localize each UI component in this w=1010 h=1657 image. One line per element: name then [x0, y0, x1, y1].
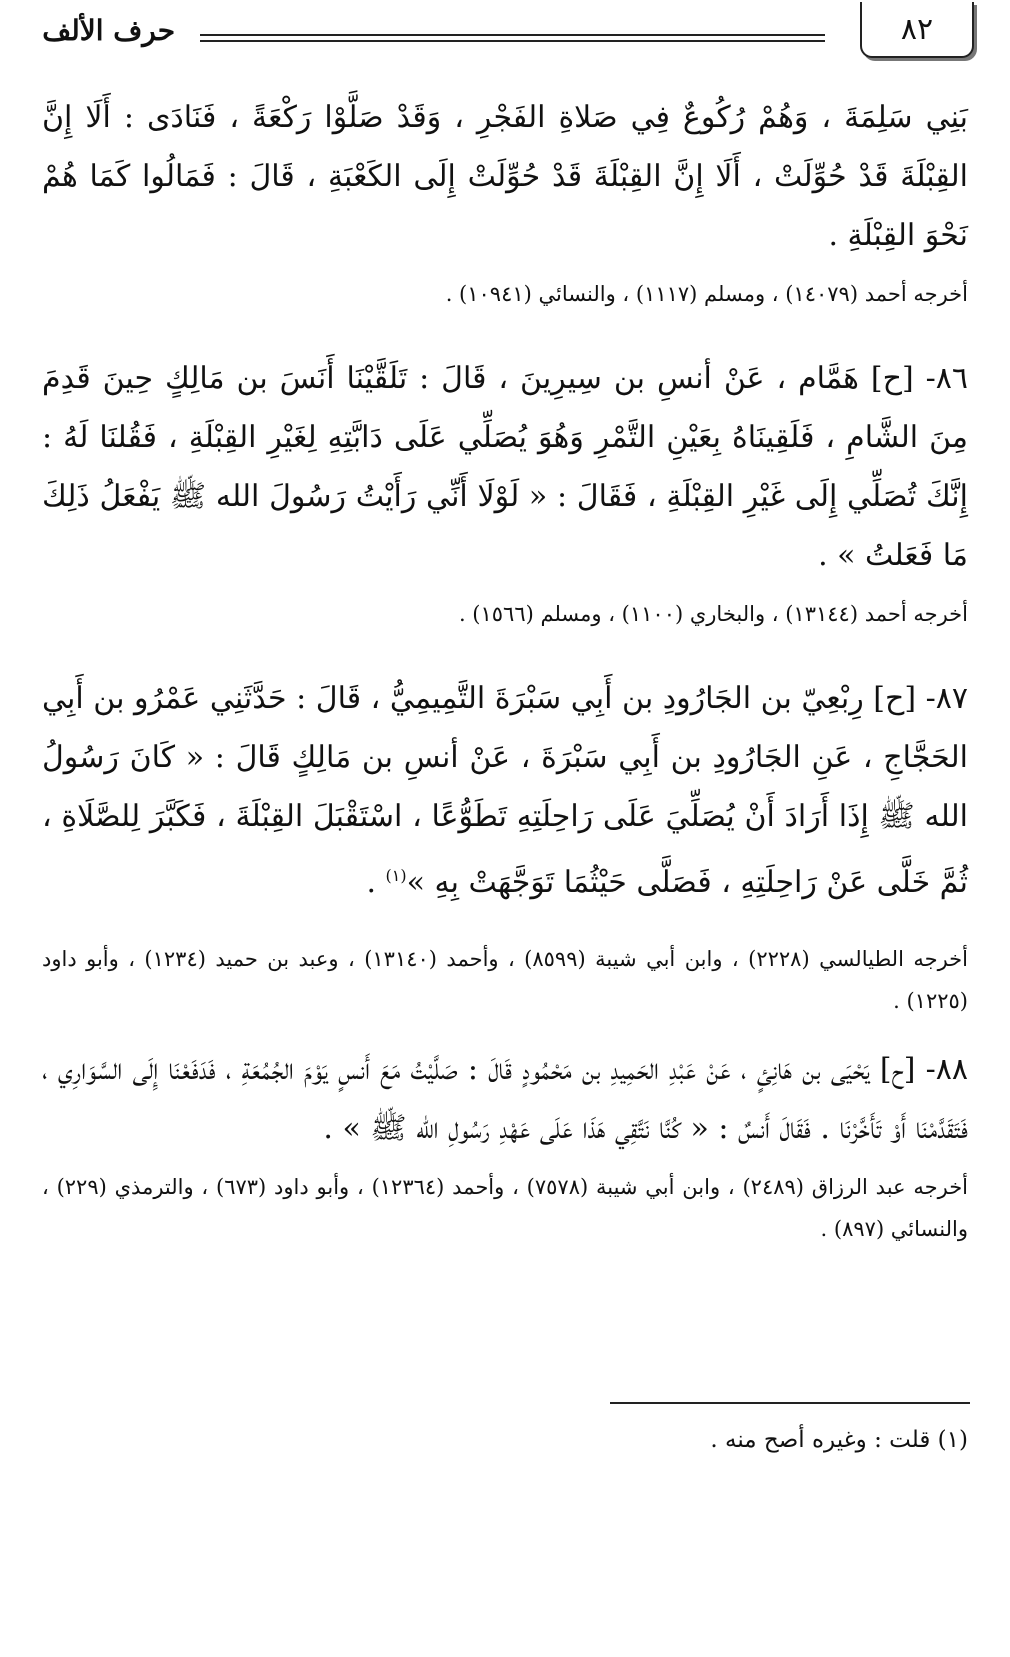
- footnote: (١) قلت : وغيره أصح منه .: [710, 1427, 968, 1453]
- header-rule: [200, 34, 825, 36]
- hadith-87-tail: .: [366, 865, 386, 900]
- hadith-86-text: ٨٦- [ح] هَمَّام ، عَنْ أنسِ بن سِيرِينَ ، قَالَ : تَلَقَّيْنَا أَنَسَ بن مَالِكٍ حِينَ قَدِمَ مِنَ الشَّامِ ، فَلَقِينَاهُ بِعَيْنِ التَّمْرِ وَهُوَ يُصَلِّي عَلَى دَابَّتِهِ لِغَيْرِ القِبْلَةِ ، فَقُلنَا لَهُ : إِنَّكَ تُصَلِّي إِلَى غَيْرِ القِبْلَةِ ، فَقَالَ : « لَوْلَا أَنِّي رَأَيْتُ رَسُولَ الله ﷺ يَفْعَلُ ذَلِكَ مَا فَعَلتُ » .: [42, 361, 968, 573]
- hadith-88-text: ٨٨- [ح] يَحْيَى بن هَانِئٍ ، عَنْ عَبْدِ الحَمِيدِ بن مَحْمُودٍ قَالَ : صَلَّيْتُ مَعَ أَنسٍ يَوْمَ الجُمُعَةِ ، فَدَفَعْنَا إِلَى السَّوَارِي ، فَتَقَدَّمْنَا أَوْ تَأَخَّرْنَا . فَقَالَ أَنسٌ : « كُنَّا نَتَّقِي هَذَا عَلَى عَهْدِ رَسُولِ الله ﷺ » .: [42, 1052, 968, 1146]
- footnote-ref: (١): [385, 866, 407, 885]
- page-header: [0, 0, 1010, 70]
- hadith-source: أخرجه أحمد (١٤٠٧٩) ، ومسلم (١١١٧) ، والنسائي (١٠٩٤١) .: [445, 282, 968, 306]
- running-title: حرف الألف: [42, 14, 175, 47]
- hadith-88-source: أخرجه عبد الرزاق (٢٤٨٩) ، وابن أبي شيبة (٧٥٧٨) ، وأحمد (١٢٣٦٤) ، وأبو داود (٦٧٣) ، والترمذي (٢٢٩) ، والنسائي (٨٩٧) .: [42, 1175, 969, 1241]
- hadith-86-source: أخرجه أحمد (١٣١٤٤) ، والبخاري (١١٠٠) ، ومسلم (١٥٦٦) .: [458, 602, 968, 626]
- hadith-87-paragraph: [42, 669, 968, 912]
- hadith-continuation-text: بَنِي سَلِمَةَ ، وَهُمْ رُكُوعٌ فِي صَلاةِ الفَجْرِ ، وَقَدْ صَلَّوْا رَكْعَةً ، فَنَادَى : أَلَا إِنَّ القِبْلَةَ قَدْ حُوِّلَتْ ، أَلَا إِنَّ القِبْلَةَ قَدْ حُوِّلَتْ إِلَى الكَعْبَةِ ، قَالَ : فَمَالُوا كَمَا هُمْ نَحْوَ القِبْلَةِ .: [42, 100, 968, 253]
- page-number: ٨٢: [860, 2, 974, 58]
- footnote-rule: [610, 1402, 970, 1404]
- hadith-87-source: أخرجه الطيالسي (٢٢٢٨) ، وابن أبي شيبة (٨٥٩٩) ، وأحمد (١٣١٤٠) ، وعبد بن حميد (١٢٣٤) ، وأبو داود (١٢٢٥) .: [42, 947, 968, 1013]
- header-rule: [200, 40, 825, 42]
- page-body: [42, 88, 968, 1250]
- hadith-87-text: ٨٧- [ح] رِبْعِيّ بن الجَارُودِ بن أَبِي سَبْرَةَ التَّمِيمِيُّ ، قَالَ : حَدَّثَنِي عَمْرُو بن أَبِي الحَجَّاجِ ، عَنِ الجَارُودِ بن أَبِي سَبْرَةَ ، عَنْ أنسِ بن مَالِكٍ قَالَ : « كَانَ رَسُولُ الله ﷺ إِذَا أَرَادَ أَنْ يُصَلِّيَ عَلَى رَاحِلَتِهِ تَطَوُّعًا ، اسْتَقْبَلَ القِبْلَةَ ، فَكَبَّرَ لِلصَّلَاةِ ، ثُمَّ خَلَّى عَنْ رَاحِلَتِهِ ، فَصَلَّى حَيْثُمَا تَوَجَّهَتْ بِهِ »: [42, 681, 968, 900]
